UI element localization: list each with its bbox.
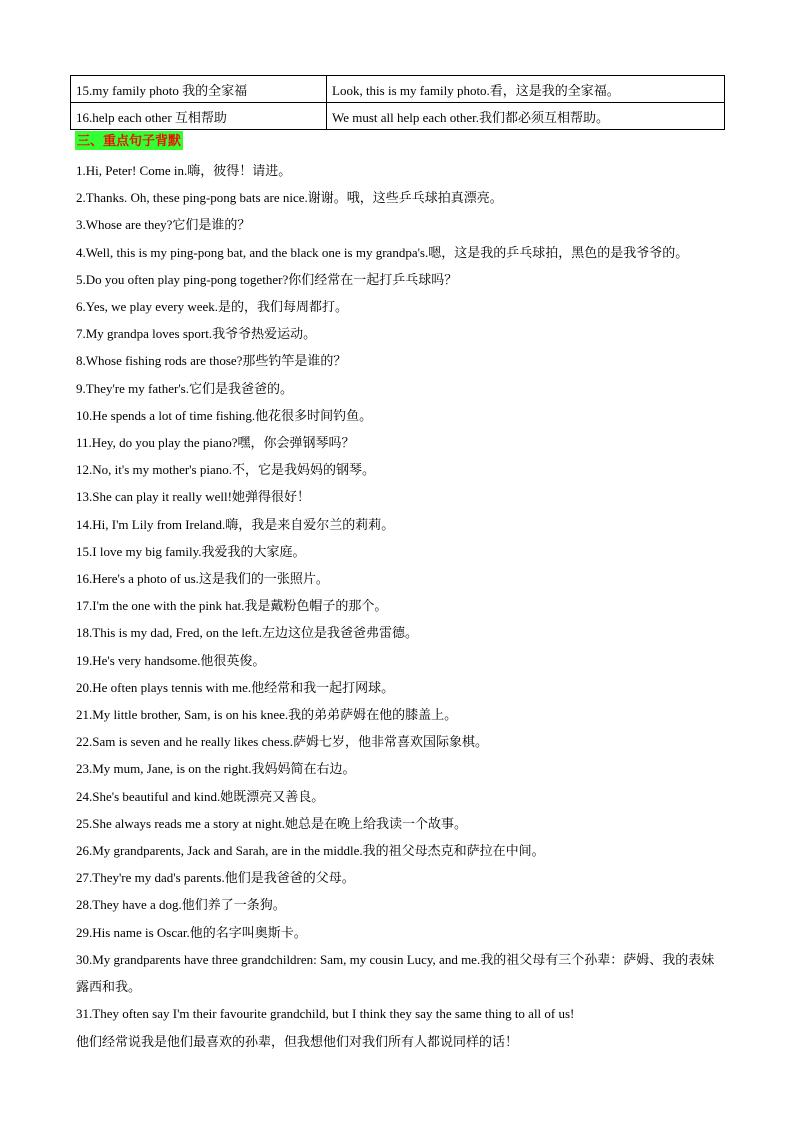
table-cell-phrase: 15.my family photo 我的全家福 bbox=[71, 76, 327, 103]
sentence-item: 27.They're my dad's parents.他们是我爸爸的父母。 bbox=[76, 870, 355, 886]
sentence-item: 20.He often plays tennis with me.他经常和我一起打网球。 bbox=[76, 679, 395, 695]
table-cell-example: We must all help each other.我们都必须互相帮助。 bbox=[327, 103, 725, 130]
sentence-item: 2.Thanks. Oh, these ping-pong bats are nice.谢谢。哦，这些乒乓球拍真漂亮。 bbox=[76, 190, 503, 206]
sentence-item: 4.Well, this is my ping-pong bat, and the black one is my grandpa's.嗯，这是我的乒乓球拍，黑色的是我爷爷的。 bbox=[76, 244, 689, 260]
sentence-item: 26.My grandparents, Jack and Sarah, are in the middle.我的祖父母杰克和萨拉在中间。 bbox=[76, 843, 545, 859]
sentence-translation: 他们经常说我是他们最喜欢的孙辈，但我想他们对我们所有人都说同样的话！ bbox=[76, 1033, 519, 1049]
sentence-item: 1.Hi, Peter! Come in.嗨，彼得！请进。 bbox=[76, 163, 292, 178]
sentence-item: 21.My little brother, Sam, is on his knee.我的弟弟萨姆在他的膝盖上。 bbox=[76, 707, 458, 723]
sentence-item: 8.Whose fishing rods are those?那些钓竿是谁的？ bbox=[76, 353, 347, 369]
table-row bbox=[71, 76, 725, 103]
sentence-list bbox=[76, 157, 726, 1055]
sentence-item: 7.My grandpa loves sport.我爷爷热爱运动。 bbox=[76, 326, 317, 342]
sentence-item: 31.They often say I'm their favourite grandchild, but I think they say the same thing to all of us! bbox=[76, 1006, 575, 1022]
sentence-item: 15.I love my big family.我爱我的大家庭。 bbox=[76, 543, 306, 559]
sentence-item: 12.No, it's my mother's piano.不，它是我妈妈的钢琴。 bbox=[76, 462, 375, 478]
sentence-item: 23.My mum, Jane, is on the right.我妈妈简在右边。 bbox=[76, 761, 356, 777]
sentence-item: 16.Here's a photo of us.这是我们的一张照片。 bbox=[76, 571, 329, 587]
table-row bbox=[71, 103, 725, 130]
phrase-table bbox=[70, 75, 725, 130]
sentence-item: 9.They're my father's.它们是我爸爸的。 bbox=[76, 380, 293, 396]
sentence-item: 19.He's very handsome.他很英俊。 bbox=[76, 652, 266, 668]
sentence-item: 17.I'm the one with the pink hat.我是戴粉色帽子的那个。 bbox=[76, 598, 388, 614]
sentence-item: 29.His name is Oscar.他的名字叫奥斯卡。 bbox=[76, 924, 307, 940]
sentence-item: 5.Do you often play ping-pong together?你们经常在一起打乒乓球吗？ bbox=[76, 271, 458, 287]
sentence-item: 6.Yes, we play every week.是的，我们每周都打。 bbox=[76, 299, 349, 315]
sentence-item: 24.She's beautiful and kind.她既漂亮又善良。 bbox=[76, 788, 325, 804]
sentence-item: 11.Hey, do you play the piano?嘿，你会弹钢琴吗？ bbox=[76, 435, 355, 451]
sentence-item: 3.Whose are they?它们是谁的？ bbox=[76, 217, 251, 233]
sentence-item: 25.She always reads me a story at night.她总是在晚上给我读一个故事。 bbox=[76, 815, 468, 831]
sentence-item: 10.He spends a lot of time fishing.他花很多时间钓鱼。 bbox=[76, 407, 373, 423]
sentence-item: 22.Sam is seven and he really likes chess.萨姆七岁，他非常喜欢国际象棋。 bbox=[76, 734, 488, 750]
table-cell-example: Look, this is my family photo.看，这是我的全家福。 bbox=[327, 76, 725, 103]
sentence-item: 28.They have a dog.他们养了一条狗。 bbox=[76, 897, 286, 913]
sentence-item: 14.Hi, I'm Lily from Ireland.嗨，我是来自爱尔兰的莉莉。 bbox=[76, 516, 395, 532]
sentence-item: 30.My grandparents have three grandchildren: Sam, my cousin Lucy, and me.我的祖父母有三个孙辈：萨姆、我的表妹露西和我。 bbox=[76, 951, 715, 995]
section-heading: 三、重点句子背默 bbox=[77, 133, 182, 148]
sentence-item: 18.This is my dad, Fred, on the left.左边这位是我爸爸弗雷德。 bbox=[76, 625, 418, 641]
sentence-item: 13.She can play it really well!她弹得很好！ bbox=[76, 489, 310, 505]
table-cell-phrase: 16.help each other 互相帮助 bbox=[71, 103, 327, 130]
